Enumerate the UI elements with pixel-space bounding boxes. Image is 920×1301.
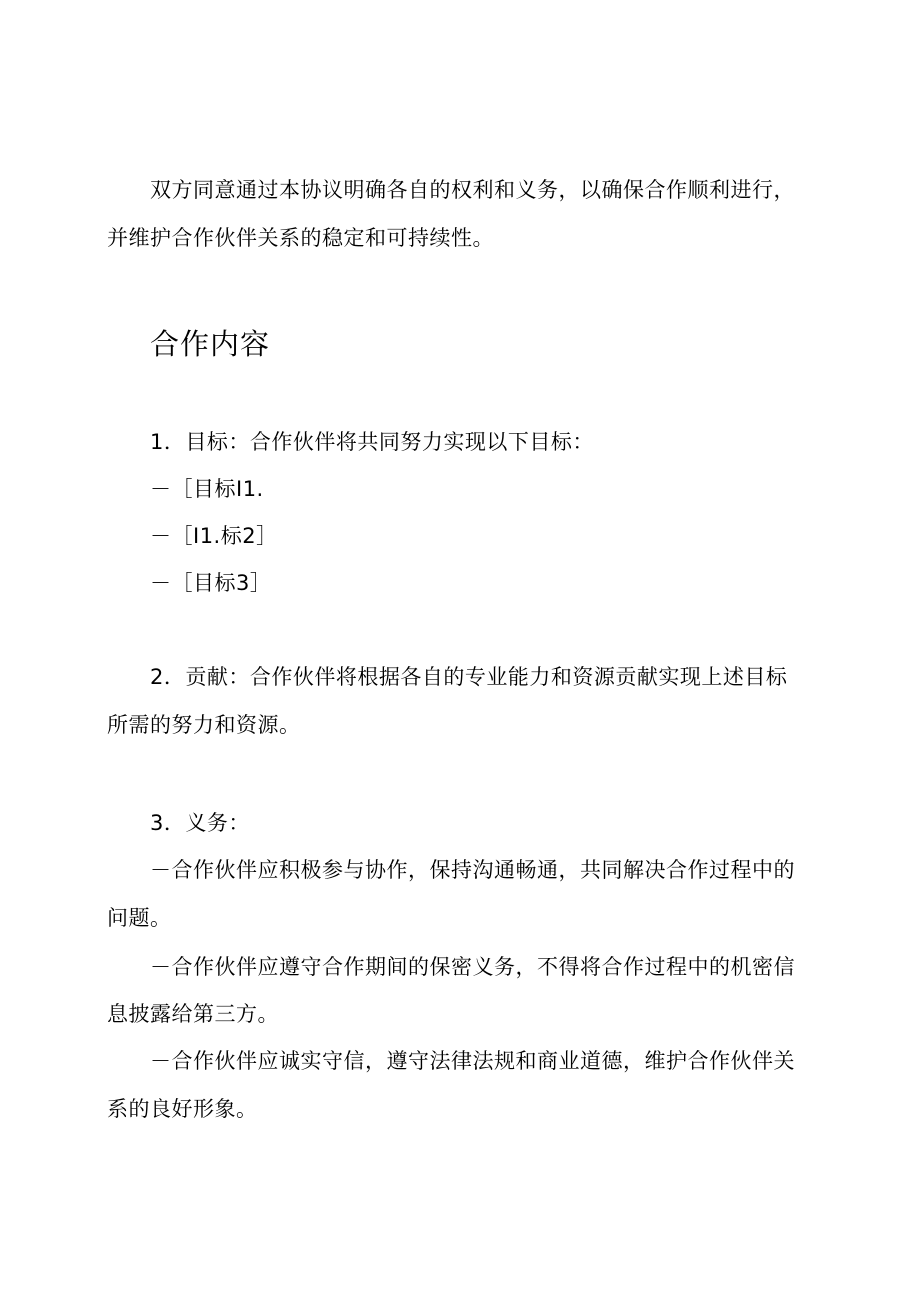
duty-3-line-2: 系的良好形象。	[107, 1097, 258, 1121]
item-3-title: 3．义务：	[150, 811, 250, 835]
duty-2-line-2: 息披露给第三方。	[107, 1002, 279, 1026]
item-1-title: 1．目标：合作伙伴将共同努力实现以下目标：	[150, 430, 594, 454]
duty-2-line-1: －合作伙伴应遵守合作期间的保密义务，不得将合作过程中的机密信	[150, 955, 795, 979]
section-heading: 合作内容	[150, 327, 271, 361]
duty-3-line-1: －合作伙伴应诚实守信，遵守法律法规和商业道德，维护合作伙伴关	[150, 1049, 795, 1073]
item-2-line-2: 所需的努力和资源。	[107, 713, 301, 737]
item-2-line-1: 2．贡献：合作伙伴将根据各自的专业能力和资源贡献实现上述目标	[150, 665, 788, 689]
duty-1-line-1: －合作伙伴应积极参与协作，保持沟通畅通，共同解决合作过程中的	[150, 858, 795, 882]
intro-paragraph-line-2: 并维护合作伙伴关系的稳定和可持续性。	[107, 226, 494, 250]
goal-item-1: －［目标I1.	[150, 477, 264, 501]
duty-1-line-2: 问题。	[107, 906, 172, 930]
goal-item-2: －［I1.标2］	[150, 524, 278, 548]
goal-item-3: －［目标3］	[150, 571, 272, 595]
intro-paragraph-line-1: 双方同意通过本协议明确各自的权利和义务，以确保合作顺利进行，	[150, 178, 795, 202]
